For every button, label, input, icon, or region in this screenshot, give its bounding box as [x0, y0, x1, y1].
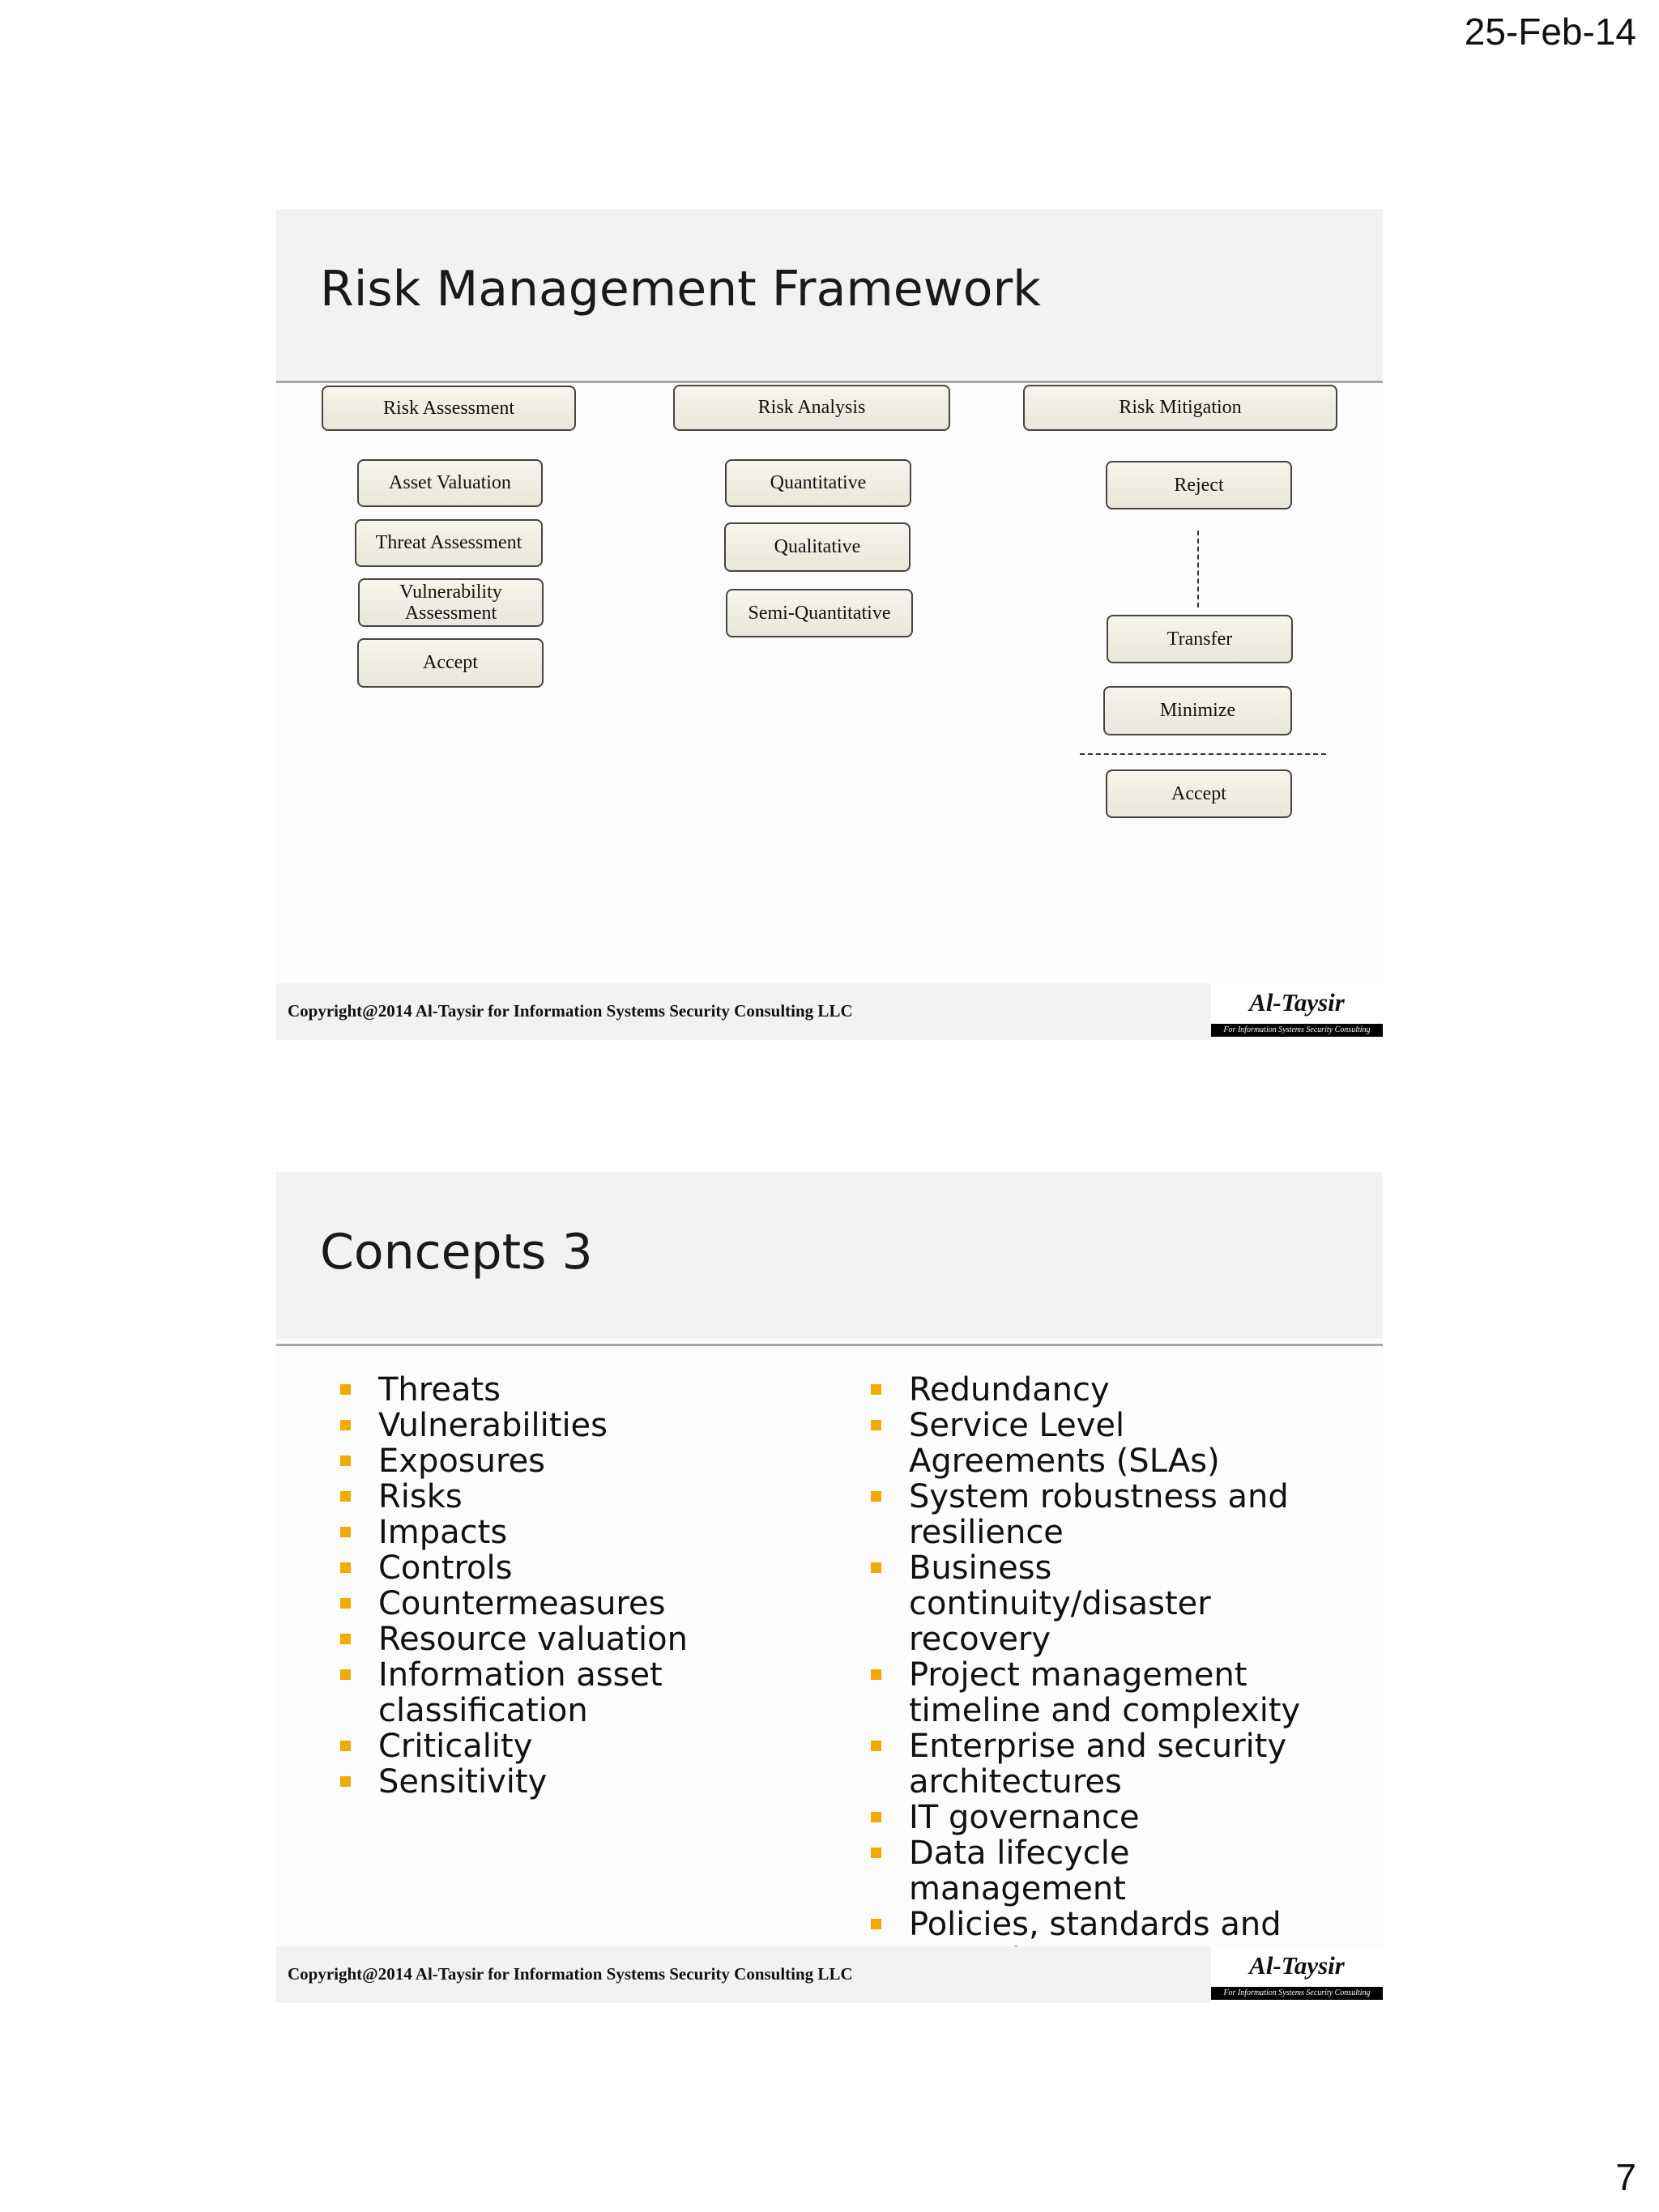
list-item: Service Level Agreements (SLAs): [871, 1408, 1330, 1479]
transfer-box: Transfer: [1107, 615, 1293, 663]
bullet-square-icon: [340, 1598, 351, 1609]
al-taysir-logo: Al-Taysir For Information Systems Security Consulting: [1211, 1946, 1383, 2003]
list-item: System robustness and resilience: [871, 1479, 1298, 1550]
accept-mitigation-box: Accept: [1106, 769, 1292, 818]
slide-concepts-3: [276, 1172, 1383, 2003]
bullet-square-icon: [340, 1491, 351, 1502]
reject-box: Reject: [1106, 461, 1292, 509]
bullet-square-icon: [340, 1741, 351, 1751]
list-item: Information asset classification: [340, 1657, 694, 1728]
list-item: Resource valuation: [340, 1622, 794, 1657]
qualitative-box: Qualitative: [724, 522, 911, 572]
slide-footer: [276, 1946, 1383, 2003]
list-item: Sensitivity: [340, 1764, 794, 1800]
list-item: Exposures: [340, 1443, 794, 1479]
title-divider: [276, 1344, 1383, 1346]
vulnerability-assessment-box: Vulnerability Assessment: [358, 578, 544, 627]
bullet-square-icon: [340, 1384, 351, 1395]
semi-quantitative-box: Semi-Quantitative: [726, 589, 913, 637]
slide-header: [276, 209, 1383, 381]
list-item: Risks: [340, 1479, 794, 1515]
bullet-square-icon: [871, 1420, 881, 1430]
bullet-square-icon: [871, 1848, 881, 1858]
slide-title: Risk Management Framework: [320, 261, 1041, 318]
page-number: 7: [1615, 2156, 1636, 2198]
left-bullet-list: [340, 1372, 794, 1800]
bullet-square-icon: [340, 1455, 351, 1466]
list-item: Project management timeline and complexity: [871, 1657, 1314, 1728]
reject-dashed-connector: [1197, 531, 1199, 607]
list-item: Data lifecycle management: [871, 1835, 1357, 1907]
right-bullet-list: [871, 1372, 1357, 1978]
slide-risk-management-framework: [276, 209, 1383, 1040]
bullet-square-icon: [340, 1669, 351, 1680]
list-item: Enterprise and security architectures: [871, 1728, 1306, 1800]
copyright-text: Copyright@2014 Al-Taysir for Information Systems Security Consulting LLC: [288, 1964, 853, 1984]
quantitative-box: Quantitative: [725, 459, 911, 507]
bullet-square-icon: [340, 1634, 351, 1644]
bullet-square-icon: [871, 1741, 881, 1751]
list-item: Criticality: [340, 1728, 794, 1764]
list-item: Policies, standards and: [871, 1907, 1298, 1978]
minimize-box: Minimize: [1103, 686, 1292, 735]
bullet-square-icon: [871, 1812, 881, 1822]
title-divider: [276, 381, 1383, 383]
slide-footer: [276, 983, 1383, 1040]
bullet-square-icon: [871, 1919, 881, 1929]
list-item: Redundancy: [871, 1372, 1357, 1408]
accept-dashed-divider: [1080, 753, 1326, 755]
al-taysir-logo: Al-Taysir For Information Systems Security Consulting: [1211, 983, 1383, 1040]
list-item: Vulnerabilities: [340, 1408, 794, 1443]
threat-assessment-box: Threat Assessment: [355, 519, 543, 567]
asset-valuation-box: Asset Valuation: [357, 459, 543, 507]
bullet-square-icon: [871, 1384, 881, 1395]
slide-title: Concepts 3: [320, 1224, 593, 1281]
risk-assessment-header: Risk Assessment: [322, 386, 576, 431]
accept-assessment-box: Accept: [357, 638, 544, 688]
bullet-square-icon: [871, 1491, 881, 1502]
risk-analysis-header: Risk Analysis: [673, 385, 950, 431]
bullet-square-icon: [340, 1562, 351, 1573]
list-item: Countermeasures: [340, 1586, 794, 1622]
list-item: Business continuity/disaster recovery: [871, 1550, 1363, 1657]
bullet-square-icon: [340, 1776, 351, 1787]
page-date: 25-Feb-14: [1464, 11, 1636, 53]
bullet-square-icon: [340, 1527, 351, 1537]
copyright-text: Copyright@2014 Al-Taysir for Information Systems Security Consulting LLC: [288, 1001, 853, 1021]
bullet-square-icon: [871, 1562, 881, 1573]
bullet-square-icon: [340, 1420, 351, 1430]
list-item: Controls: [340, 1550, 794, 1586]
risk-mitigation-header: Risk Mitigation: [1023, 385, 1337, 431]
list-item: Threats: [340, 1372, 794, 1408]
bullet-square-icon: [871, 1669, 881, 1680]
slide-header: [276, 1172, 1383, 1339]
list-item: IT governance: [871, 1800, 1357, 1835]
list-item: Impacts: [340, 1515, 794, 1550]
